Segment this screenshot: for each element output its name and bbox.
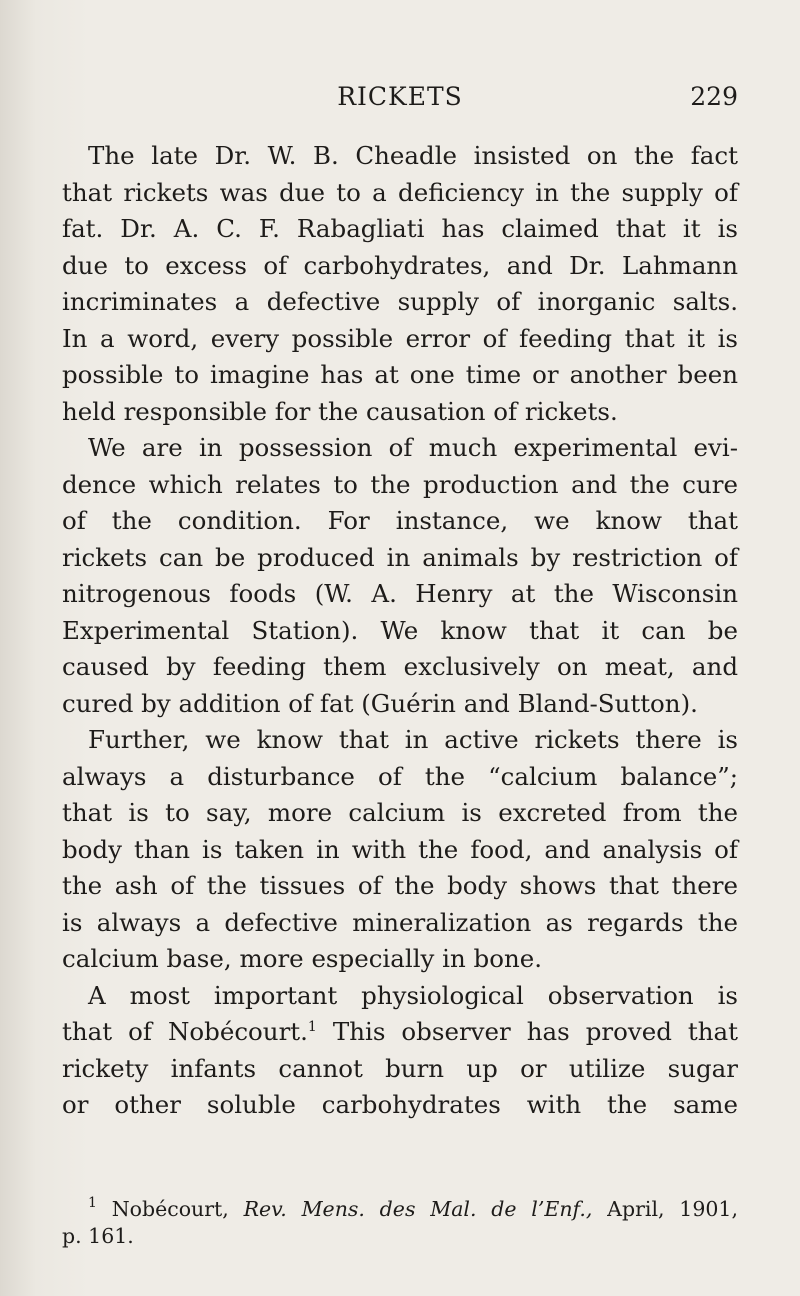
footnote-reference[interactable]: 1 [307, 1019, 317, 1035]
footnote-date: April, 1901, [607, 1197, 738, 1221]
text-line: A most important physiological observation is [88, 980, 738, 1010]
text-line: cured by addition of fat (Guérin and Bland-Sutton). [62, 688, 698, 718]
text-line: that rickets was due to a deficiency in the supply of [62, 177, 738, 207]
footnote [62, 1196, 738, 1250]
text-line: rickets can be produced in animals by restriction of [62, 542, 738, 572]
text-line: In a word, every possible error of feeding that it is [62, 323, 738, 353]
text-line-with-footnote-ref [62, 1014, 738, 1051]
text-line: always a disturbance of the “calcium balance”; [62, 761, 738, 791]
text-line: held responsible for the causation of rickets. [62, 396, 618, 426]
text-line: possible to imagine has at one time or another been [62, 360, 738, 389]
text-line: The late Dr. W. B. Cheadle insisted on the fact [88, 141, 738, 170]
body-text [62, 138, 738, 1124]
text-line: dence which relates to the production and the cure [62, 469, 738, 499]
text-line: fat. Dr. A. C. F. Rabagliati has claimed that it is [62, 214, 738, 243]
footnote-author: Nobécourt, [111, 1197, 229, 1221]
running-title: RICKETS [337, 82, 463, 111]
text-fragment: This observer has proved that [332, 1017, 738, 1046]
text-line: incriminates a defective supply of inorganic salts. [62, 287, 738, 316]
text-line: due to excess of carbohydrates, and Dr. Lahmann [62, 250, 738, 280]
text-line: rickety infants cannot burn up or utilize sugar [62, 1053, 738, 1083]
text-line: or other soluble carbohydrates with the same [62, 1090, 738, 1119]
text-line: Further, we know that in active rickets there is [88, 725, 738, 754]
text-line: of the condition. For instance, we know that [62, 506, 738, 535]
text-line: calcium base, more especially in bone. [62, 944, 543, 973]
text-line: is always a defective mineralization as regards the [62, 907, 738, 937]
text-line: that is to say, more calcium is excreted from the [62, 798, 738, 827]
footnote-page: p. 161. [62, 1224, 134, 1248]
text-line: body than is taken in with the food, and analysis of [62, 834, 738, 864]
page-header [62, 82, 738, 122]
page-number: 229 [690, 82, 738, 111]
text-line: caused by feeding them exclusively on meat, and [62, 652, 738, 681]
text-line: the ash of the tissues of the body shows that there [62, 871, 738, 900]
text-line: nitrogenous foods (W. A. Henry at the Wisconsin [62, 579, 738, 608]
text-line: Experimental Station). We know that it can be [62, 615, 738, 645]
footnote-journal: Rev. Mens. des Mal. de l’Enf., [243, 1197, 593, 1221]
footnote-line [62, 1196, 738, 1223]
text-fragment: that of Nobécourt. [62, 1017, 308, 1046]
footnote-marker: 1 [88, 1195, 97, 1211]
text-line: We are in possession of much experimental evi- [88, 433, 738, 462]
